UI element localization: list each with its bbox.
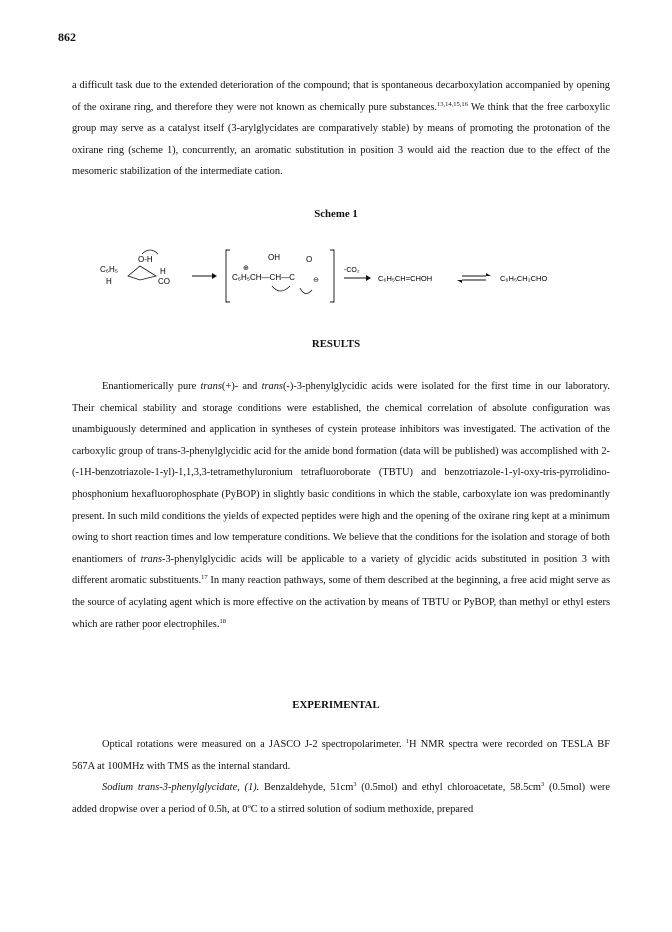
intermediate-oh: OH [268,253,280,262]
experimental-heading: EXPERIMENTAL [292,699,380,711]
arrow-curved-2 [272,286,290,291]
bracket-right [330,250,334,302]
experimental-paragraph-1: Optical rotations were measured on a JASCO J-2 spectropolarimeter. $^1$H NMR spectra were recorded on TESLA BF 567A at 100MHz with TMS as the internal standard. [72,738,610,772]
reactant-phenyl: C₆H₅ [100,265,119,274]
bracket-left [226,250,230,302]
reactant-co: CO [158,277,170,286]
plus-charge: ⊕ [243,265,249,272]
epoxide-ring [128,266,156,280]
minus-co2-label: -CO₂ [344,267,360,274]
arrow-curved-1 [142,250,158,254]
intro-paragraph: a difficult task due to the extended deterioration of the compound; that is spontaneous decarboxylation accompanied by opening of the oxirane ring, and therefore they were not known as chemically pure substances.$^{13,14,15,16}$ We think that the free carboxylic group may serve as a catalyst itself (3-arylglycidates are comparatively stable) by means of promoting the protonation of the oxirane ring (scheme 1), concurrently, an aromatic substitution in position 3 would aid the reaction due to the effect of the mesomeric stabilization of the intermediate cation. [72,80,610,178]
results-paragraph: Enantiomerically pure trans(+)- and trans(-)-3-phenylglycidic acids were isolated for the first time in our laboratory. Their chemical stability and storage conditions were established, the chemical correlation of absolute configuration was unambiguously determined and application in syntheses of cystein protease inhibitors was investigated. The activation of the carboxylic group of trans-3-phenylglycidic acid for the amide bond formation (data will be published) was accomplished with 2-(-1H-benzotriazole-1-yl)-1,1,3,3-tetramethyluronium tetrafluoroborate (TBTU) and benzotriazole-1-yl-oxy-tris-pyrrolidino-phosphonium hexafluorophosphate (PyBOP) in slightly basic conditions in which the stable, carboxylate ion was predominantly present. In such mild conditions the yields of expected peptides were high and the opening of the oxirane ring kept at a minimum owing to short reaction times and low temperature conditions. We believe that the conditions for the isolation and storage of both enantiomers of trans-3-phenylglycidic acids will be applicable to a variety of glycidic acids substituted in position 3 with different aromatic substituents.$^{17}$ In many reaction pathways, some of them described at the beginning, a free acid might serve as the source of acylating agent which is more effective on the activation by means of TBTU or PyBOP, than methyl or ethyl esters which are rather poor electrophiles.$^{18}$ [72,381,610,630]
reactant-h2: H [160,267,166,276]
arrow-curved-3 [300,288,312,294]
experimental-paragraph-2: Sodium trans-3-phenylglycidate, (1). Benzaldehyde, $51cm^3$ (0.5mol) and ethyl chloroacetate, $58.5cm^3$ (0.5mol) were added dropwise over a period of 0.5h, at 0$^o$C to a stirred solution of sodium methoxide, prepared [72,781,611,815]
reaction-scheme [100,240,580,310]
results-heading: RESULTS [311,338,361,350]
scheme-title: Scheme 1 [314,208,358,220]
page-number: 862 [58,30,76,44]
product-formula: C₆H₅CH₂CHO [500,274,548,283]
enol-formula: C₆H₅CH=CHOH [378,274,433,283]
minus-charge: ⊖ [313,277,319,284]
reactant-oh: O-H [138,255,153,264]
intermediate-formula: C₆H₅CH—CH—C [232,273,295,282]
reactant-h: H [106,277,112,286]
intermediate-o: O [306,255,313,264]
